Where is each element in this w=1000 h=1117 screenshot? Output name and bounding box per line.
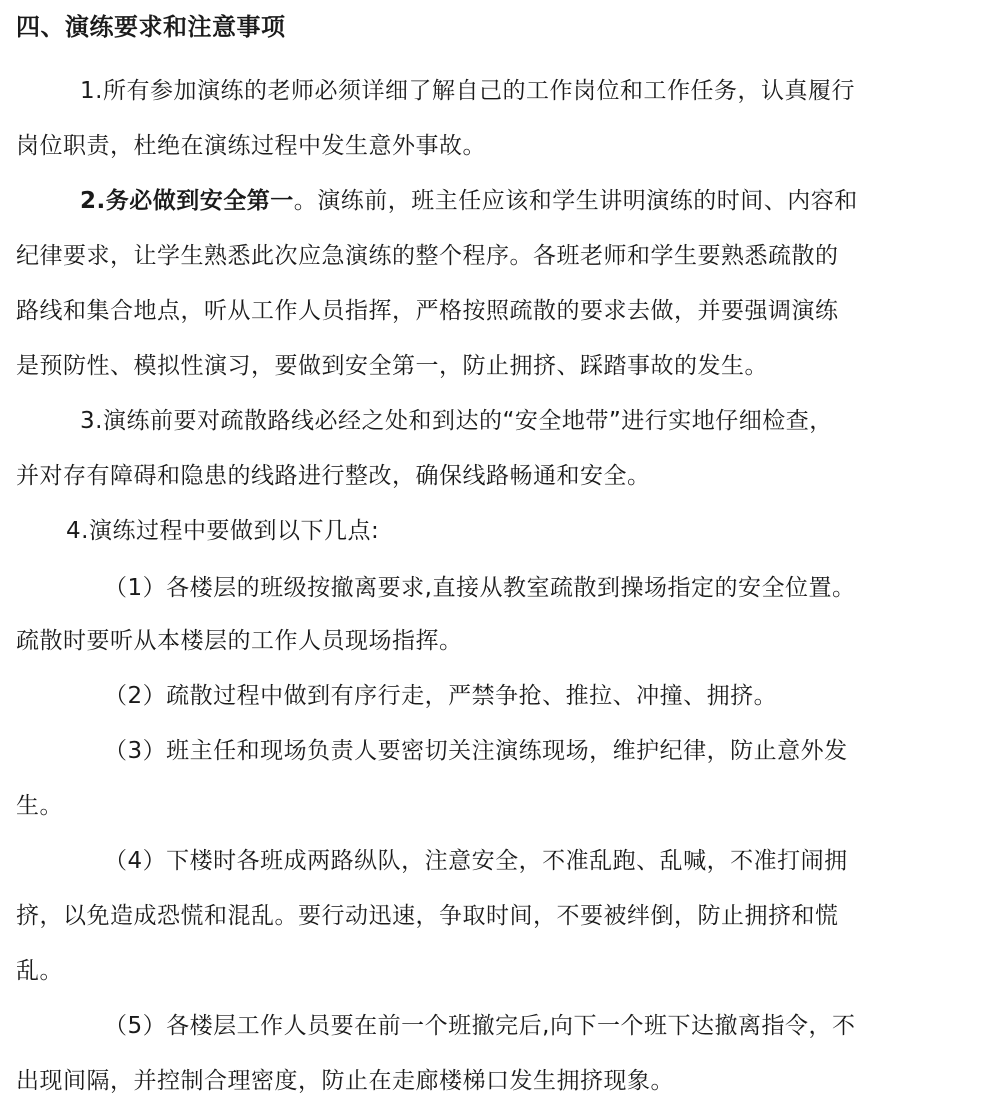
item2-lead-bold: 2.务必做到安全第一 xyxy=(80,188,294,214)
item4-sub4-line3: 乱。 xyxy=(16,958,63,984)
item4-sub1-line2: 疏散时要听从本楼层的工作人员现场指挥。 xyxy=(16,628,463,654)
item4-sub5-line2: 出现间隔，并控制合理密度，防止在走廊楼梯口发生拥挤现象。 xyxy=(16,1068,674,1094)
item4-sub4-line1: （4）下楼时各班成两路纵队，注意安全，不准乱跑、乱喊，不准打闹拥 xyxy=(104,848,848,874)
item1-line1: 1.所有参加演练的老师必须详细了解自己的工作岗位和工作任务，认真履行 xyxy=(80,78,855,104)
item4-sub3-line1: （3）班主任和现场负责人要密切关注演练现场，维护纪律，防止意外发 xyxy=(104,738,848,764)
section-heading: 四、演练要求和注意事项 xyxy=(16,13,286,41)
item4-sub5-line1: （5）各楼层工作人员要在前一个班撤完后,向下一个班下达撤离指令，不 xyxy=(104,1013,856,1039)
item3-line2: 并对存有障碍和隐患的线路进行整改，确保线路畅通和安全。 xyxy=(16,463,651,489)
item4-sub3-line2: 生。 xyxy=(16,793,63,819)
item3-line1: 3.演练前要对疏散路线必经之处和到达的“安全地带”进行实地仔细检查， xyxy=(80,408,833,434)
item4-intro: 4.演练过程中要做到以下几点: xyxy=(66,518,380,544)
item4-sub2-line1: （2）疏散过程中做到有序行走，严禁争抢、推拉、冲撞、拥挤。 xyxy=(104,683,778,709)
item4-sub1-line1: （1）各楼层的班级按撤离要求,直接从教室疏散到操场指定的安全位置。 xyxy=(104,575,856,601)
item4-sub4-line2: 挤，以免造成恐慌和混乱。要行动迅速，争取时间，不要被绊倒，防止拥挤和慌 xyxy=(16,903,839,929)
item2-line1 xyxy=(80,186,858,216)
item2-line3: 路线和集合地点，听从工作人员指挥，严格按照疏散的要求去做，并要强调演练 xyxy=(16,298,839,324)
item2-line2: 纪律要求，让学生熟悉此次应急演练的整个程序。各班老师和学生要熟悉疏散的 xyxy=(16,243,839,269)
item2-line1-rest: 。演练前，班主任应该和学生讲明演练的时间、内容和 xyxy=(293,188,858,214)
item1-line2: 岗位职责，杜绝在演练过程中发生意外事故。 xyxy=(16,133,486,159)
item2-line4: 是预防性、模拟性演习，要做到安全第一，防止拥挤、踩踏事故的发生。 xyxy=(16,353,768,379)
